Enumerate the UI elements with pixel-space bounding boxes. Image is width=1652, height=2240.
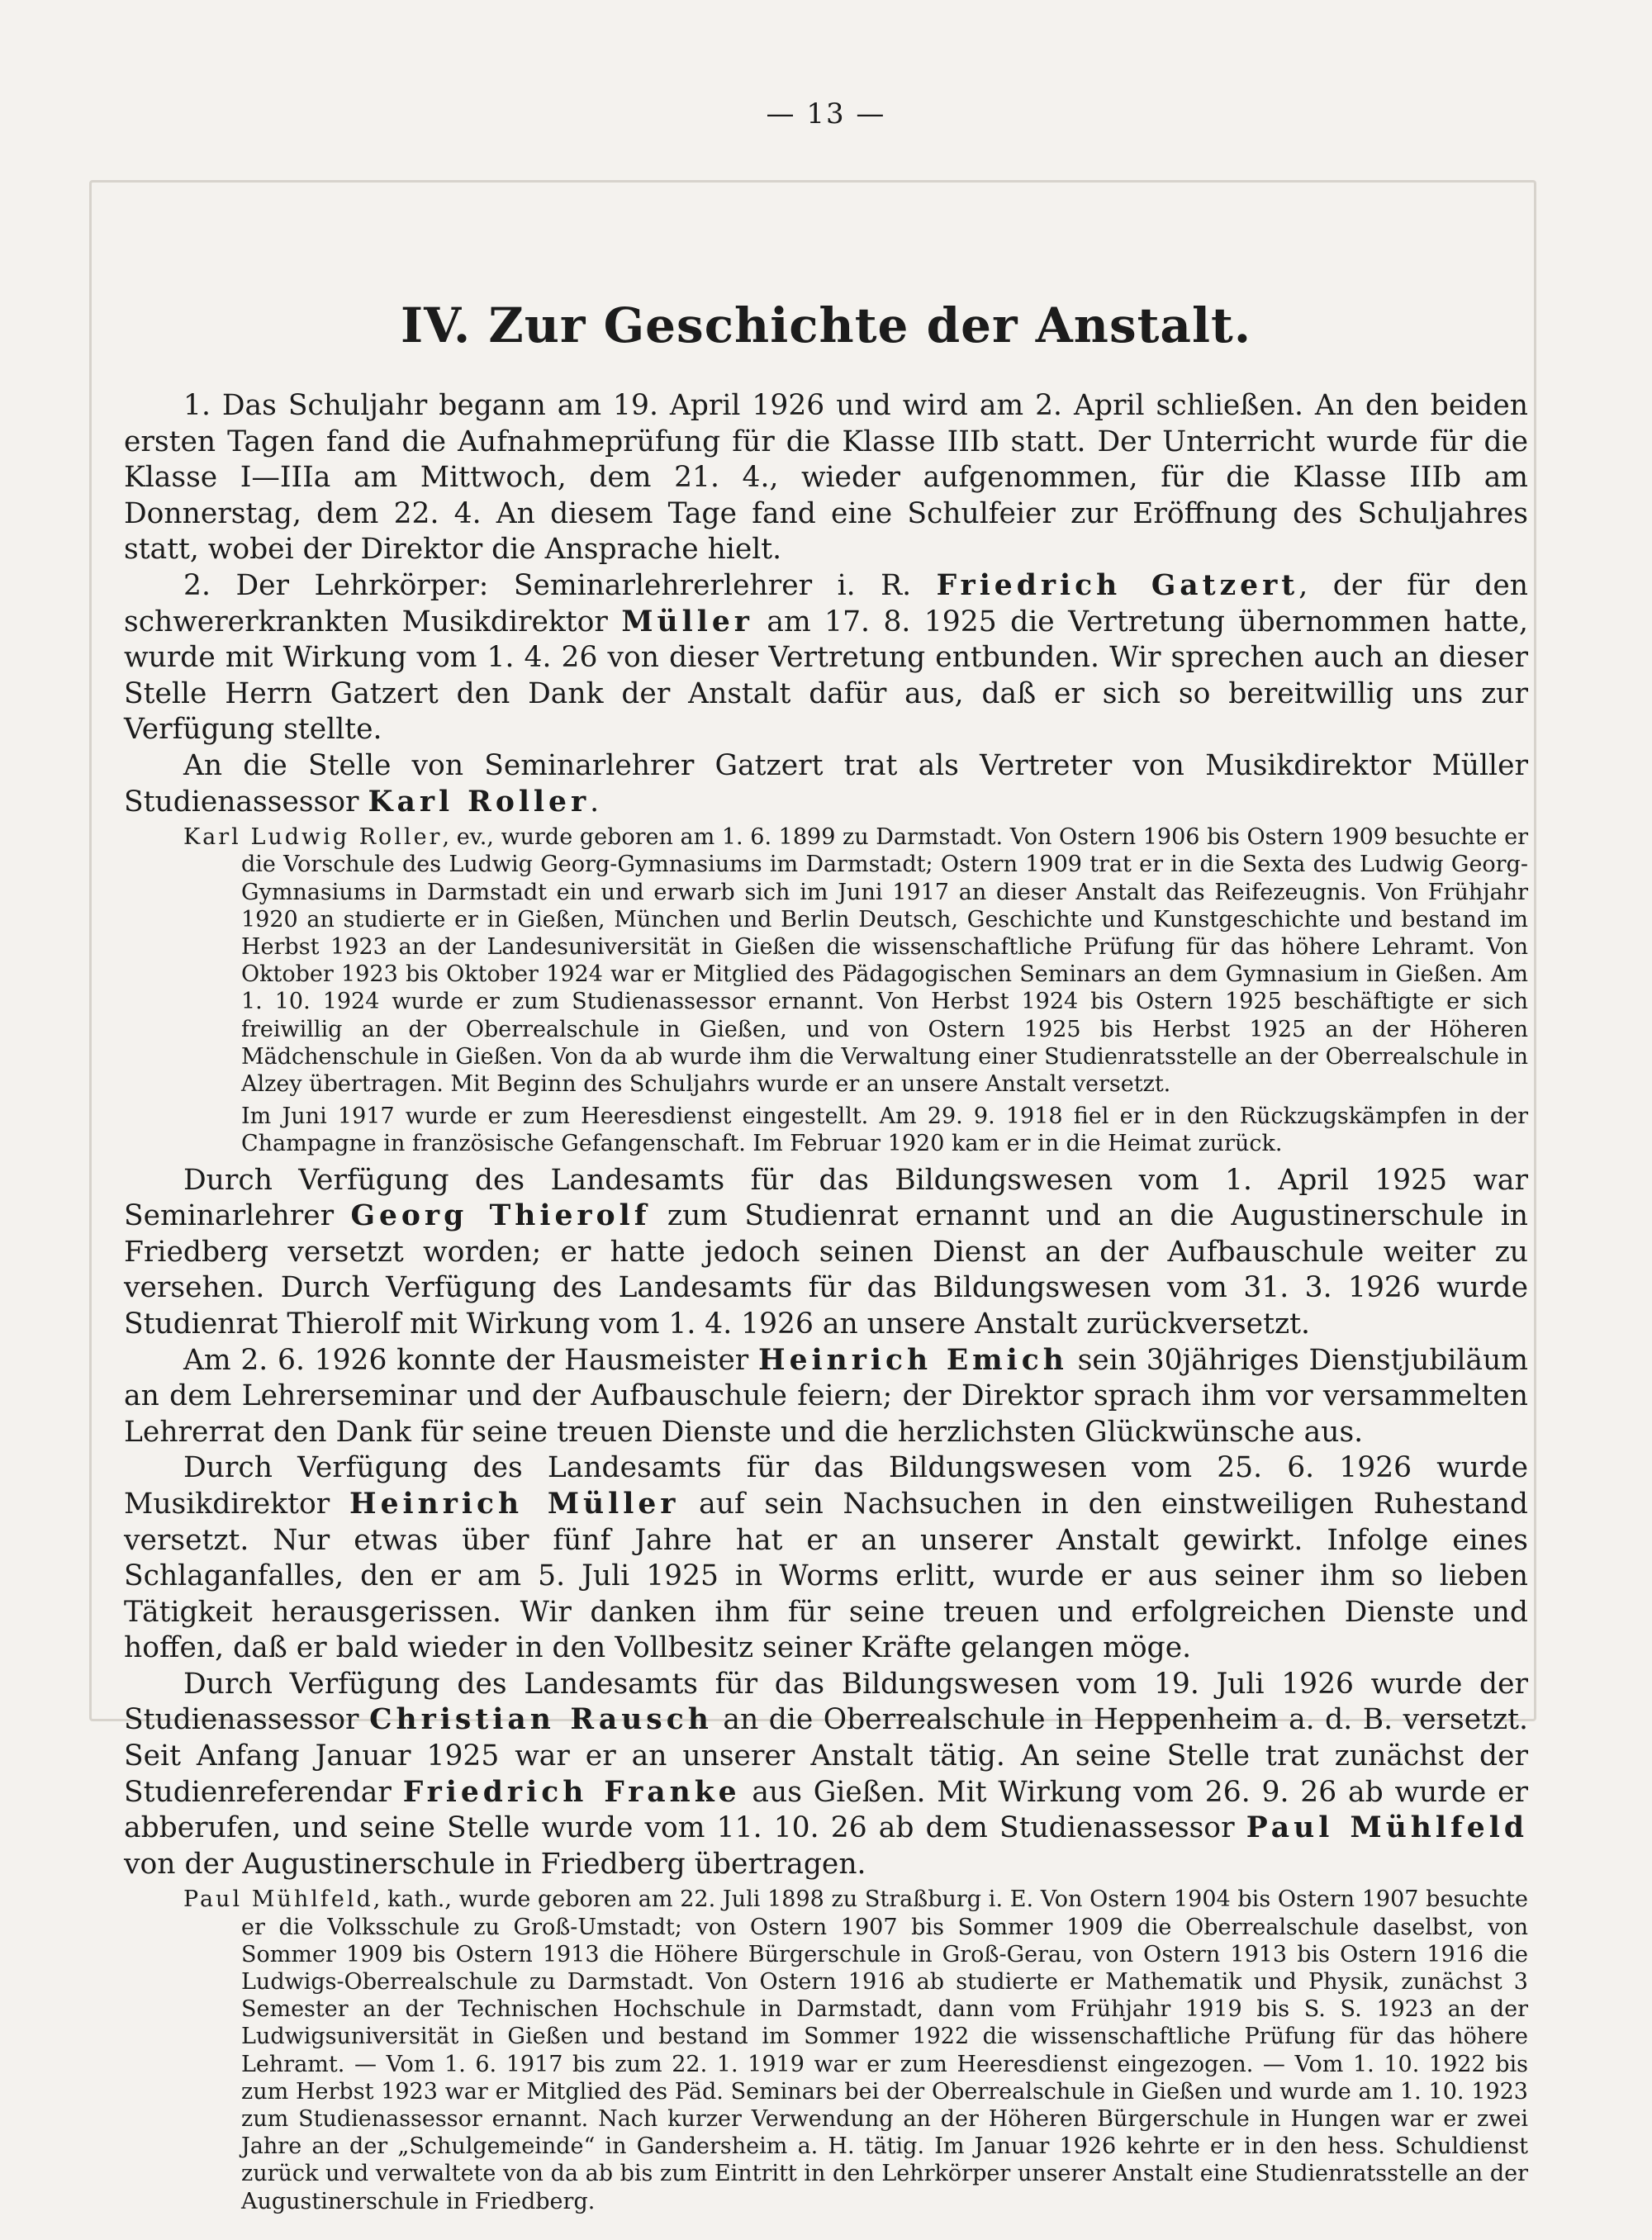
paragraph-6 [124, 1450, 1528, 1667]
p4-text-b: zum Studienrat ernannt und an die Augustinerschule in Friedberg versetzt worden; er hatte jedoch seinen Dienst an der Aufbauschule weiter zu versehen. Durch Verfügung des Landesamts für das Bildungswesen vom 31. 3. 1926 wurde Studienrat Thierolf mit Wirkung vom 1. 4. 1926 an unsere Anstalt zurückversetzt. [124, 1199, 1528, 1341]
paragraph-4 [124, 1163, 1528, 1343]
name-roller: Karl Roller [368, 785, 591, 819]
muehlfeld-bio-a: , kath., wurde geboren am 22. Juli 1898 zu Straßburg i. E. Von Ostern 1904 bis Ostern 1907 besuchte er die Volksschule zu Groß-Umstadt; von Ostern 1907 bis Sommer 1909 die Oberrealschule daselbst, von Sommer 1909 bis Ostern 1913 die Höhere Bürgerschule in Groß-Gerau, von Ostern 1913 bis Ostern 1916 die Ludwigs-Oberrealschule zu Darmstadt. Von Ostern 1916 ab studierte er Mathematik und Physik, zunächst 3 Semester an der Technischen Hochschule in Darmstadt, dann vom Frühjahr 1919 bis S. S. 1923 an der Ludwigsuniversität in Gießen und bestand im Sommer 1922 die wissenschaftliche Prüfung für das höhere Lehramt. — Vom 1. 6. 1917 bis zum 22. 1. 1919 war er zum Heeresdienst eingezogen. — Vom 1. 10. 1922 bis zum Herbst 1923 war er Mitglied des Päd. Seminars bei der Oberrealschule in Gießen und wurde am 1. 10. 1923 zum Studienassessor ernannt. Nach kurzer Verwendung an der Höheren Bürgerschule in Hungen war er zwei Jahre an der „Schulgemeinde“ in Gandersheim a. H. tätig. Im Januar 1926 kehrte er in den hess. Schuldienst zurück und verwaltete von da ab bis zum Eintritt in den Lehrkörper unserer Anstalt eine Studienratsstelle an der Augustinerschule in Friedberg. [241, 1886, 1529, 2214]
p6-text-a: Durch Verfügung des Landesamts für das Bildungswesen vom 25. 6. 1926 wurde Musikdirektor [124, 1451, 1528, 1521]
paragraph-7 [124, 1667, 1528, 1883]
muehlfeld-bio-text [183, 1886, 1528, 2214]
p7-text-c: aus Gießen. Mit Wirkung vom 26. 9. 26 ab wurde er abberufen, und seine Stelle wurde vom 11. 10. 26 ab dem Studienassessor [124, 1775, 1529, 1845]
name-emich: Heinrich Emich [757, 1343, 1068, 1377]
name-gatzert: Friedrich Gatzert [936, 568, 1299, 602]
name-mueller: Müller [621, 605, 753, 638]
p5-text-b: sein 30jähriges Dienstjubiläum an dem Lehrerseminar und der Aufbauschule feiern; der Direktor sprach ihm vor versammelten Lehrerrat den Dank für seine treuen Dienste und die herzlichsten Glückwünsche aus. [124, 1343, 1529, 1449]
p2-text-b: , der für den schwererkrankten Musikdirektor [124, 568, 1528, 638]
p3-text-a: An die Stelle von Seminarlehrer Gatzert trat als Vertreter von Musikdirektor Müller Studienassessor [124, 748, 1528, 819]
p3-text-b: . [590, 785, 600, 819]
name-thierolf: Georg Thierolf [350, 1199, 651, 1233]
roller-bio-a: , ev., wurde geboren am 1. 6. 1899 zu Darmstadt. Von Ostern 1906 bis Ostern 1909 besuchte er die Vorschule des Ludwig Georg-Gymnasiums im Darmstadt; Ostern 1909 trat er in die Sexta des Ludwig Georg-Gymnasiums in Darmstadt ein und erwarb sich im Juni 1917 an dieser Anstalt das Reifezeugnis. Von Frühjahr 1920 an studierte er in Gießen, München und Berlin Deutsch, Geschichte und Kunstgeschichte und bestand im Herbst 1923 an der Landesuniversität in Gießen die wissenschaftliche Prüfung für das höhere Lehramt. Von Oktober 1923 bis Oktober 1924 war er Mitglied des Pädagogischen Seminars an dem Gymnasium in Gießen. Am 1. 10. 1924 wurde er zum Studienassessor ernannt. Von Herbst 1924 bis Ostern 1925 beschäftigte er sich freiwillig an der Oberrealschule in Gießen, und von Ostern 1925 bis Herbst 1925 an der Höheren Mädchenschule in Gießen. Von da ab wurde ihm die Verwaltung einer Studienratsstelle an der Oberrealschule in Alzey übertragen. Mit Beginn des Schuljahrs wurde er an unsere Anstalt versetzt. [241, 824, 1528, 1097]
paragraph-3 [124, 748, 1528, 820]
name-franke: Friedrich Franke [402, 1775, 741, 1809]
p4-text-a: Durch Verfügung des Landesamts für das Bildungswesen vom 1. April 1925 war Seminarlehrer [124, 1163, 1528, 1233]
bio-name-roller: Karl Ludwig Roller [183, 824, 443, 851]
bio-name-muehlfeld: Paul Mühlfeld [183, 1886, 373, 1913]
name-rausch: Christian Rausch [369, 1703, 713, 1737]
section-history [124, 297, 1528, 2220]
p7-text-a: Durch Verfügung des Landesamts für das Bildungswesen vom 19. Juli 1926 wurde der Studienassessor [124, 1667, 1528, 1737]
p7-text-b: an die Oberrealschule in Heppenheim a. d. B. versetzt. Seit Anfang Januar 1925 war er an unserer Anstalt tätig. An seine Stelle trat zunächst der Studienreferendar [124, 1703, 1528, 1809]
paragraph-2 [124, 568, 1528, 748]
p2-text-a: 2. Der Lehrkörper: Seminarlehrerlehrer i. R. [183, 568, 937, 602]
name-muehlfeld: Paul Mühlfeld [1246, 1811, 1528, 1845]
p6-text-b: auf sein Nachsuchen in den einstweiligen Ruhestand versetzt. Nur etwas über fünf Jahre hat er an unserer Anstalt gewirkt. Infolge eines Schlaganfalles, den er am 5. Juli 1925 in Worms erlitt, wurde er aus seiner ihm so lieben Tätigkeit herausgerissen. Wir danken ihm für seine treuen und erfolgreichen Dienste und hoffen, daß er bald wieder in den Vollbesitz seiner Kräfte gelangen möge. [124, 1487, 1529, 1665]
roller-bio-military: Im Juni 1917 wurde er zum Heeresdienst eingestellt. Am 29. 9. 1918 fiel er in den Rückzugskämpfen in der Champagne in französische Gefangenschaft. Im Februar 1920 kam er in die Heimat zurück. [241, 1103, 1528, 1157]
p2-text-c: am 17. 8. 1925 die Vertretung übernommen hatte, wurde mit Wirkung vom 1. 4. 26 von dieser Vertretung entbunden. Wir sprechen auch an dieser Stelle Herrn Gatzert den Dank der Anstalt dafür aus, daß er sich so bereitwillig uns zur Verfügung stellte. [124, 605, 1528, 747]
paragraph-1: 1. Das Schuljahr begann am 19. April 1926 und wird am 2. April schließen. An den beiden ersten Tagen fand die Aufnahmeprüfung für die Klasse IIIb statt. Der Unterricht wurde für die Klasse I—IIIa am Mittwoch, dem 21. 4., wieder aufgenommen, für die Klasse IIIb am Donnerstag, dem 22. 4. An diesem Tage fand eine Schulfeier zur Eröffnung des Schuljahres statt, wobei der Direktor die Ansprache hielt. [124, 389, 1528, 567]
p7-text-d: von der Augustinerschule in Friedberg übertragen. [124, 1847, 866, 1881]
paragraph-5 [124, 1343, 1528, 1451]
roller-bio-text [183, 823, 1528, 1098]
muehlfeld-biography [183, 1886, 1528, 2214]
page-number: — 13 — [766, 97, 886, 131]
section-title: IV. Zur Geschichte der Anstalt. [400, 297, 1252, 354]
roller-biography [183, 823, 1528, 1157]
p5-text-a: Am 2. 6. 1926 konnte der Hausmeister [183, 1343, 758, 1377]
name-heinrich-mueller: Heinrich Müller [349, 1487, 680, 1521]
